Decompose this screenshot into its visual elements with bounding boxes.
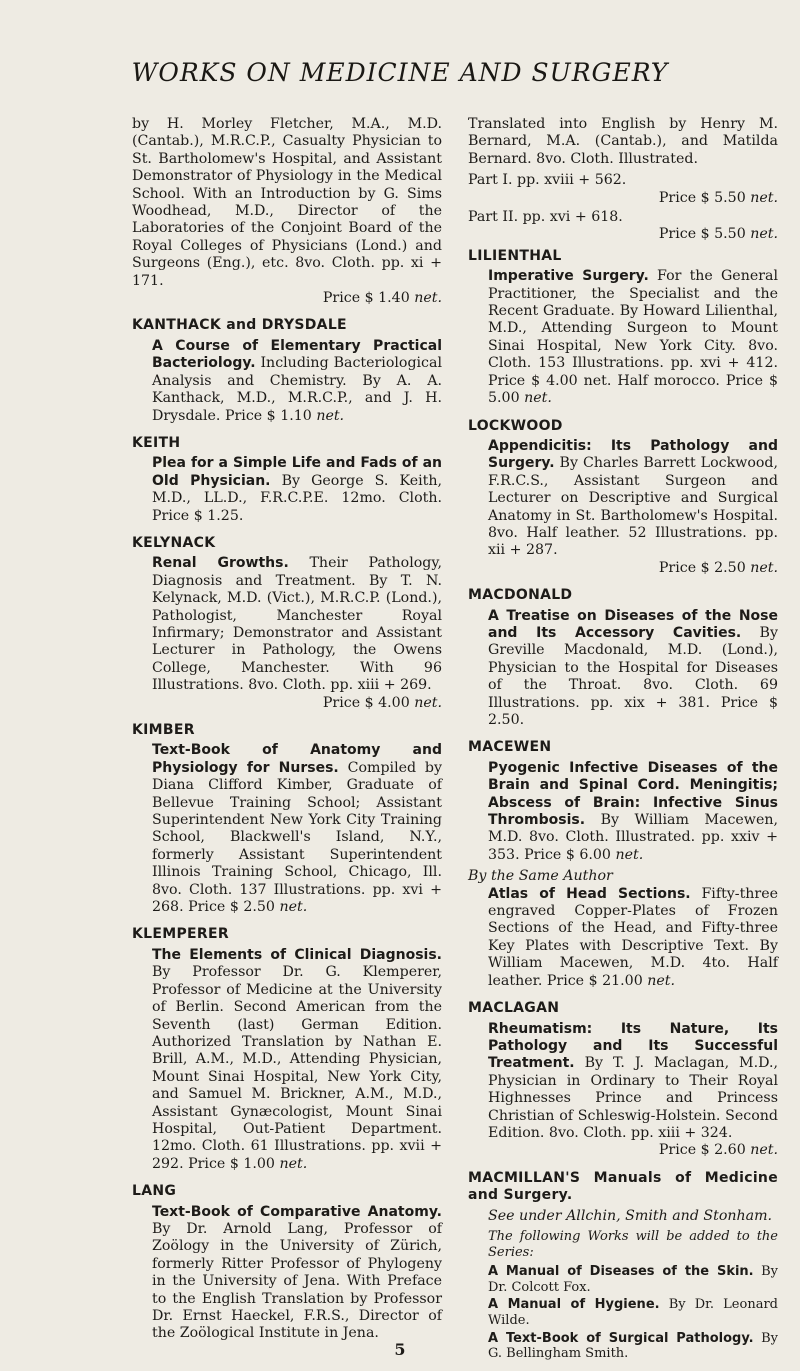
entry-author: KELYNACK — [132, 534, 216, 551]
entry-price: Price $ 1.25. — [152, 507, 244, 524]
entry-text: Translated into English by Henry M. Bernard, M.A. (Cantab.), and Matilda Bernard. 8vo. Cloth. Illustrated. — [468, 116, 778, 167]
entry-price: Price $ 2.50 net. — [658, 559, 778, 576]
entry-text: By T. J. Maclagan, M.D., Physician in Ordinary to Their Royal Highnesses Prince and Princess Christian of Schleswig-Holstein. Second Edition. 8vo. Cloth. pp. xiii + 324. — [488, 1055, 778, 1141]
entry-author: LILIENTHAL — [468, 247, 562, 264]
entry-text: Part II. pp. xvi + 618. — [468, 209, 623, 226]
entry-author: MACMILLAN'S Manuals of Medicine and Surgery. — [468, 1169, 778, 1204]
entry-macewen-atlas — [468, 868, 778, 990]
entry-fletcher — [132, 116, 442, 307]
entry-text: Part I. pp. xviii + 562. — [468, 172, 627, 189]
entry-title: Text-Book of Comparative Anatomy. — [152, 1203, 442, 1220]
entry-text: By Dr. Leonard Wilde. — [488, 1297, 778, 1328]
entry-keith — [132, 435, 442, 525]
entry-title: A Manual of Hygiene. — [488, 1297, 660, 1313]
entry-title: Imperative Surgery. — [488, 268, 649, 285]
entry-kimber — [132, 722, 442, 916]
entry-lang — [132, 1183, 442, 1343]
entry-text: By Greville Macdonald, M.D. (Lond.), Physician to the Hospital for Diseases of the Throat. 8vo. Cloth. 69 Illustrations. pp. xix + 381. Price $ 2.50. — [488, 624, 778, 728]
entry-author: LANG — [132, 1183, 177, 1200]
entry-text: By Dr. Arnold Lang, Professor of Zoölogy in the University of Zürich, formerly Ritter Professor of Phylogeny in the University of Jena. With Preface to the English Translation by Professor Dr. Ernst Haeckel, F.R.S., Director of the Zoölogical Institute in Jena. — [152, 1220, 442, 1342]
entry-text: Fifty-three engraved Copper-Plates of Frozen Sections of the Head, and Fifty-three Key Plates with Descriptive Text. By William Macewen, M.D. 4to. Half leather. Price $ 21.00 — [488, 885, 778, 989]
entry-title: Plea for a Simple Life and Fads of an Old Physician. — [152, 455, 442, 489]
entry-net: net. — [647, 972, 676, 989]
entry-text: Including Bacteriological Analysis and Chemistry. By A. A. Kanthack, M.D., M.R.C.P., and J. H. Drysdale. — [152, 355, 442, 424]
entry-title: Renal Growths. — [152, 555, 289, 572]
entry-price: Price $ 5.50 net. — [658, 189, 778, 206]
entry-author: KANTHACK and DRYSDALE — [132, 317, 347, 334]
entry-price: Price $ 2.60 net. — [658, 1142, 778, 1159]
entry-text: By George S. Keith, M.D., LL.D., F.R.C.P.E. 12mo. Cloth. — [152, 472, 442, 507]
entry-lang-part1 — [468, 172, 778, 207]
entry-price: Price $ 4.00 net. — [322, 694, 442, 711]
entry-author: MACEWEN — [468, 739, 552, 756]
running-header: WORKS ON MEDICINE AND SURGERY — [131, 58, 669, 87]
entry-net: net. — [524, 390, 552, 407]
entry-author: MACDONALD — [468, 587, 573, 604]
entry-kelynack — [132, 535, 442, 712]
entry-title: Atlas of Head Sections. — [488, 885, 691, 902]
entry-text: For the General Practitioner, the Specialist and the Recent Graduate. By Howard Lilienthal, M.D., Attending Surgeon to Mount Sinai Hospital, New York City. 8vo. Cloth. 153 Illustrations. pp. xvi + 412. Price $ 4.00 net. Half morocco. Price $ 5.00 — [488, 268, 779, 407]
entry-text: See under Allchin, Smith and Stonham. — [488, 1207, 773, 1224]
series-note — [468, 1229, 778, 1260]
entry-author: KIMBER — [132, 722, 195, 738]
entry-price: Price $ 5.50 net. — [658, 226, 778, 243]
entry-title: Appendicitis: Its Pathology and Surgery. — [488, 437, 778, 472]
entry-macmillan — [468, 1170, 778, 1225]
entry-lang-part2 — [468, 209, 778, 244]
entry-price: Price $ 2.50 net. — [188, 899, 308, 916]
entry-subhead: By the Same Author — [468, 868, 613, 885]
entry-lang-continued — [468, 116, 778, 168]
entry-title: Pyogenic Infective Diseases of the Brain and Spinal Cord. Meningitis; Abscess of Brain: Infective Sinus Thrombosis. — [488, 759, 778, 829]
page-number: 5 — [394, 1340, 406, 1359]
entry-text: By G. Bellingham Smith. — [488, 1330, 778, 1362]
entry-net: net. — [279, 1155, 308, 1172]
entry-series-hygiene — [488, 1297, 778, 1328]
entry-text: Compiled by Diana Clifford Kimber, Graduate of Bellevue Training School; Assistant Superintendent New York City Training School, Blackwell's Island, N.Y., formerly Assistant Superintendent Illinois Training School, Chicago, Ill. 8vo. Cloth. 137 Illustrations. pp. xvi + 268. — [152, 759, 443, 916]
entry-title: A Text-Book of Surgical Pathology. — [488, 1330, 754, 1346]
entry-macdonald — [468, 587, 778, 729]
entry-price: Price $ 1.40 net. — [322, 290, 442, 307]
entry-title: A Course of Elementary Practical Bacteriology. — [152, 337, 442, 372]
entry-lilienthal — [468, 248, 778, 408]
entry-text: By Professor Dr. G. Klemperer, Professor of Medicine at the University of Berlin. Second American from the Seventh (last) German Edition. Authorized Translation by Nathan E. Brill, A.M., M.D., Attending Physician, Mount Sinai Hospital, New York City, and Samuel M. Brickner, A.M., M.D., Assistant Gynæcologist, Mount Sinai Hospital, Out-Patient Department. 12mo. Cloth. 61 Illustrations. pp. xvii + 292. Price $ 1.00 — [152, 964, 442, 1172]
entry-title: A Manual of Diseases of the Skin. — [488, 1264, 754, 1280]
entry-title: A Treatise on Diseases of the Nose and Its Accessory Cavities. — [488, 607, 778, 641]
entry-macewen — [468, 739, 778, 864]
entry-author: MACLAGAN — [468, 1000, 560, 1017]
entry-text: by H. Morley Fletcher, M.A., M.D. (Cantab.), M.R.C.P., Casualty Physician to St. Bartholomew's Hospital, and Assistant Demonstrator of Physiology in the Medical School. With an Introduction by G. Sims Woodhead, M.D., Director of the Laboratories of the Conjoint Board of the Royal Colleges of Physicians (Lond.) and Surgeons (Eng.), etc. 8vo. Cloth. pp. xi + 171. — [132, 116, 442, 289]
entry-author: LOCKWOOD — [468, 417, 563, 434]
entry-net: net. — [615, 846, 644, 863]
entry-text: By Dr. Colcott Fox. — [488, 1264, 778, 1295]
left-column — [132, 116, 442, 1353]
entry-title: Rheumatism: Its Nature, Its Pathology and Its Successful Treatment. — [488, 1020, 778, 1072]
entry-title: Text-Book of Anatomy and Physiology for Nurses. — [152, 742, 442, 776]
entry-title: The Elements of Clinical Diagnosis. — [152, 946, 442, 963]
entry-price: Price $ 1.10 net. — [224, 407, 345, 424]
right-column — [468, 116, 778, 1364]
entry-text: Their Pathology, Diagnosis and Treatment. By T. N. Kelynack, M.D. (Vict.), M.R.C.P. (Lond.), Pathologist, Manchester Royal Infirmary; Demonstrator and Assistant Lecturer in Pathology, the Owens College, Manchester. With 96 Illustrations. 8vo. Cloth. pp. xiii + 269. — [152, 555, 443, 694]
entry-author: KLEMPERER — [132, 926, 229, 943]
series-note-text: The following Works will be added to the Series: — [488, 1228, 778, 1260]
entry-text: By Charles Barrett Lockwood, F.R.C.S., Assistant Surgeon and Lecturer on Descriptive and Surgical Anatomy in St. Bartholomew's Hospital. 8vo. Half leather. 52 Illustrations. pp. xii + 287. — [488, 455, 778, 559]
entry-author: KEITH — [132, 434, 181, 451]
entry-lockwood — [468, 418, 778, 578]
entry-kanthack — [132, 317, 442, 424]
entry-klemperer — [132, 926, 442, 1173]
entry-series-skin — [488, 1264, 778, 1295]
entry-maclagan — [468, 1000, 778, 1160]
entry-text: By William Macewen, M.D. 8vo. Cloth. Illustrated. pp. xxiv + 353. Price $ 6.00 — [488, 812, 778, 863]
